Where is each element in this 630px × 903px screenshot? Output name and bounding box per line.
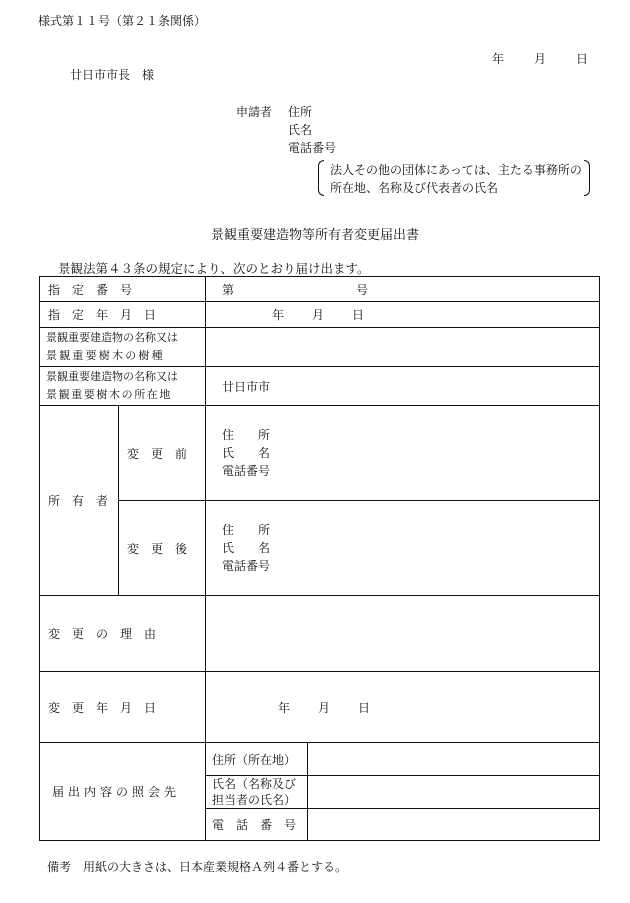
- row-change-date: [40, 672, 600, 743]
- applicant-phone-label: 電話番号: [288, 141, 337, 155]
- contact-phone-value[interactable]: [308, 809, 600, 841]
- location-label-line2: 景観重要樹木の所在地: [46, 388, 172, 401]
- row-contact-address: [40, 743, 600, 776]
- left-bracket: [318, 160, 324, 196]
- designation-number-label: 指 定 番 号: [40, 277, 206, 302]
- owner-before-label: 変 更 前: [119, 406, 206, 501]
- row-designation-number: [40, 277, 600, 302]
- owner-before-name: 氏 名: [222, 446, 271, 460]
- intro-text: 景観法第４３条の規定により、次のとおり届け出ます。: [58, 261, 370, 276]
- applicant-name-label: 氏名: [288, 123, 313, 137]
- owner-after-name: 氏 名: [222, 541, 271, 555]
- owner-before-address: 住 所: [222, 428, 271, 442]
- designation-date-month: 月: [312, 308, 325, 322]
- name-or-species-label-line2: 景観重要樹木の樹種: [46, 349, 165, 362]
- remarks: 備考 用紙の大きさは、日本産業規格Ａ列４番とする。: [47, 860, 348, 874]
- designation-date-year: 年: [272, 308, 285, 322]
- row-reason: [40, 596, 600, 672]
- owner-after-address: 住 所: [222, 523, 271, 537]
- designation-date-day: 日: [352, 308, 365, 322]
- change-date-value[interactable]: [206, 672, 600, 743]
- right-bracket: [584, 160, 590, 196]
- contact-name-label-line1: 氏名（名称及び: [212, 777, 297, 791]
- corporate-note-text: 法人その他の団体にあっては、主たる事務所の所在地、名称及び代表者の氏名: [330, 163, 582, 195]
- row-owner-before: [40, 406, 600, 501]
- reason-label: 変 更 の 理 由: [40, 596, 206, 672]
- contact-address-value[interactable]: [308, 743, 600, 776]
- contact-address-label: 住所（所在地）: [206, 743, 308, 776]
- date-day: 日: [576, 52, 589, 66]
- owner-after-phone: 電話番号: [222, 559, 271, 573]
- designation-number-value[interactable]: [206, 277, 600, 302]
- applicant-address-label: 住所: [288, 105, 313, 119]
- contact-label: 届出内容の照会先: [40, 743, 206, 841]
- row-location: [40, 367, 600, 406]
- reason-value[interactable]: [206, 596, 600, 672]
- change-date-month: 月: [318, 700, 331, 715]
- owner-label: 所 有 者: [40, 406, 119, 596]
- applicant-label: 申請者: [236, 105, 273, 119]
- contact-name-label: [206, 776, 308, 809]
- date-year: 年: [492, 52, 505, 66]
- row-name-or-species: [40, 328, 600, 367]
- change-date-label: 変 更 年 月 日: [40, 672, 206, 743]
- date-month: 月: [534, 52, 547, 66]
- location-value[interactable]: 廿日市市: [206, 367, 600, 406]
- designation-date-value[interactable]: [206, 302, 600, 328]
- submission-date: [492, 50, 588, 67]
- contact-phone-label: 電 話 番 号: [206, 809, 308, 841]
- owner-before-fields[interactable]: [206, 406, 600, 501]
- contact-name-value[interactable]: [308, 776, 600, 809]
- addressee: 廿日市市長 様: [70, 68, 155, 82]
- location-label-line1: 景観重要建造物の名称又は: [46, 370, 178, 383]
- notification-table: [39, 276, 600, 841]
- name-or-species-label: [40, 328, 206, 367]
- designation-date-label: 指 定 年 月 日: [40, 302, 206, 328]
- applicant-fields: [288, 103, 336, 157]
- form-number: 様式第１１号（第２１条関係）: [38, 14, 207, 28]
- designation-number-suffix: 号: [356, 282, 369, 297]
- name-or-species-value[interactable]: [206, 328, 600, 367]
- owner-after-fields[interactable]: [206, 501, 600, 596]
- row-owner-after: [40, 501, 600, 596]
- change-date-day: 日: [358, 700, 371, 715]
- corporate-note: [318, 160, 590, 196]
- name-or-species-label-line1: 景観重要建造物の名称又は: [46, 331, 178, 344]
- change-date-year: 年: [278, 700, 291, 715]
- designation-number-prefix: 第: [222, 282, 235, 297]
- location-label: [40, 367, 206, 406]
- document-title: 景観重要建造物等所有者変更届出書: [210, 228, 419, 243]
- owner-before-phone: 電話番号: [222, 464, 271, 478]
- row-designation-date: [40, 302, 600, 328]
- contact-name-label-line2: 担当者の氏名）: [212, 793, 297, 807]
- owner-after-label: 変 更 後: [119, 501, 206, 596]
